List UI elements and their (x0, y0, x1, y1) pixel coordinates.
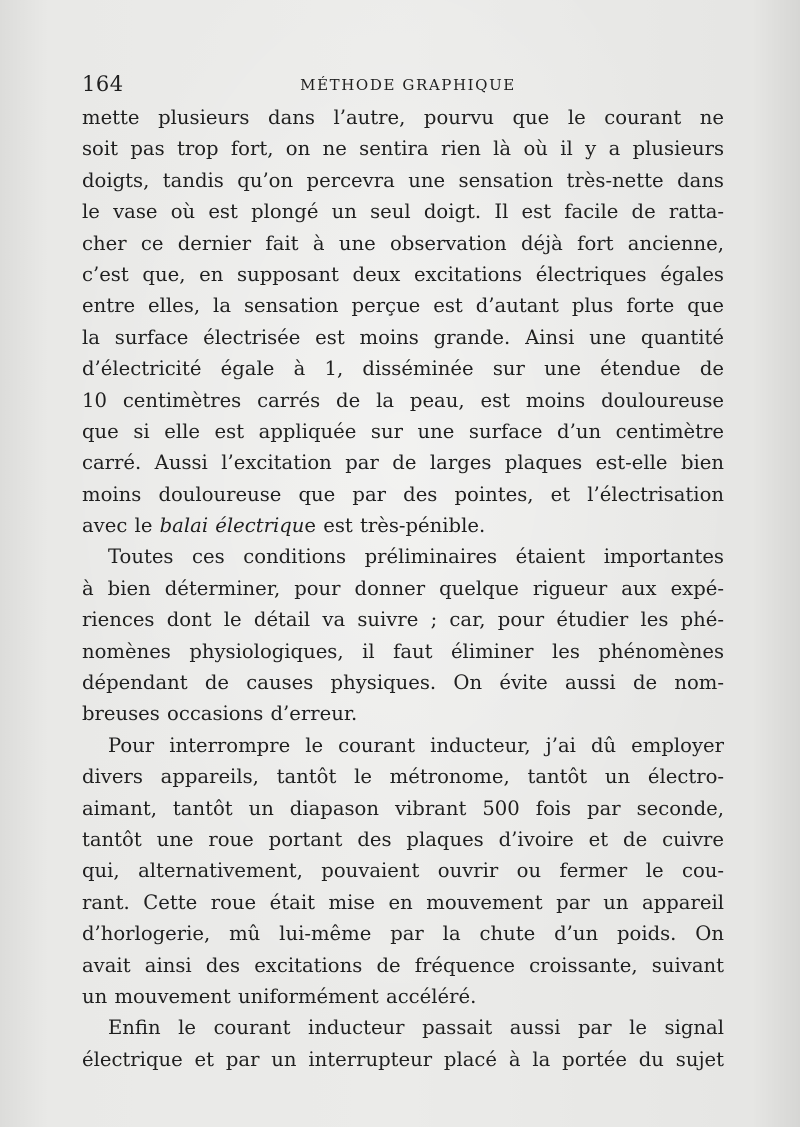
text-line: Pour interrompre le courant inducteur, j’ai dû employer (108, 733, 724, 757)
text-line: divers appareils, tantôt le métronome, tantôt un électro- (82, 765, 724, 789)
text-line: Toutes ces conditions préliminaires étaient importantes (108, 545, 724, 569)
text-line: dépendant de causes physiques. On évite aussi de nom- (82, 671, 724, 695)
running-title: MÉTHODE GRAPHIQUE (300, 76, 516, 94)
text-line: avait ainsi des excitations de fréquence croissante, suivant (82, 953, 724, 977)
text-line: Enfin le courant inducteur passait aussi par le signal (108, 1016, 724, 1040)
text-line: le vase où est plongé un seul doigt. Il est facile de ratta- (82, 200, 724, 224)
text-line: qui, alternativement, pouvaient ouvrir ou fermer le cou- (82, 859, 724, 883)
body-text (82, 102, 724, 1075)
text-line: que si elle est appliquée sur une surface d’un centimètre (82, 419, 724, 443)
text-line: un mouvement uniformément accéléré. (82, 984, 477, 1008)
text-line: mette plusieurs dans l’autre, pourvu que le courant ne (82, 106, 724, 129)
text-line: nomènes physiologiques, il faut éliminer les phénomènes (82, 639, 724, 663)
text-line: doigts, tandis qu’on percevra une sensation très-nette dans (82, 168, 724, 192)
text-line: breuses occasions d’erreur. (82, 702, 358, 726)
text-line: rant. Cette roue était mise en mouvement par un appareil (82, 890, 724, 914)
text-line: tantôt une roue portant des plaques d’ivoire et de cuivre (82, 827, 724, 851)
text-line: entre elles, la sensation perçue est d’autant plus forte que (82, 294, 724, 318)
text-line: c’est que, en supposant deux excitations électriques égales (82, 262, 724, 286)
text-line: la surface électrisée est moins grande. Ainsi une quantité (82, 325, 724, 349)
line-prefix: avec le (82, 514, 160, 538)
text-line: d’électricité égale à 1, disséminée sur une étendue de (82, 357, 724, 381)
text-line: carré. Aussi l’excitation par de larges plaques est-elle bien (82, 451, 724, 475)
text-line: moins douloureuse que par des pointes, et l’électrisation (82, 482, 724, 506)
text-line: à bien déterminer, pour donner quelque rigueur aux expé- (82, 576, 724, 600)
text-line: 10 centimètres carrés de la peau, est moins douloureuse (82, 388, 724, 412)
italic-term: balai électriqu (159, 514, 305, 538)
text-line: aimant, tantôt un diapason vibrant 500 fois par seconde, (82, 796, 724, 820)
text-line: riences dont le détail va suivre ; car, pour étudier les phé- (82, 608, 724, 632)
line-suffix: e est très-pénible. (304, 514, 486, 538)
page-header (82, 72, 724, 98)
text-line: soit pas trop fort, on ne sentira rien là où il y a plusieurs (82, 137, 724, 161)
text-line (82, 510, 724, 541)
page-number: 164 (82, 72, 124, 96)
text-line: électrique et par un interrupteur placé à la portée du sujet (82, 1047, 724, 1071)
text-line: d’horlogerie, mû lui-même par la chute d’un poids. On (82, 922, 724, 946)
text-line: cher ce dernier fait à une observation déjà fort ancienne, (82, 231, 724, 255)
